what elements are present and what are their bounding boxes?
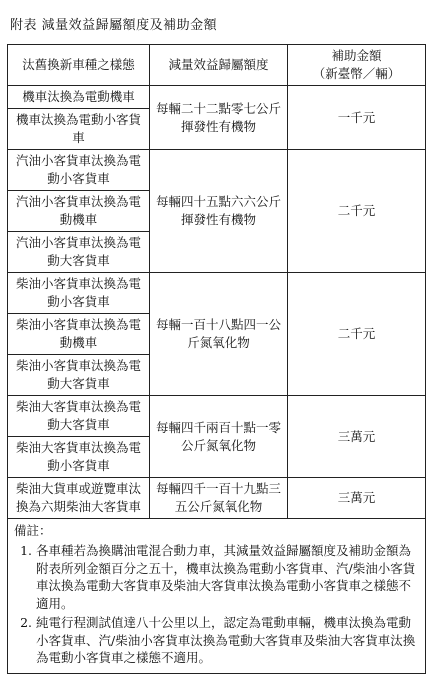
vehicle-type-cell: 機車汰換為電動小客貨車 xyxy=(8,109,150,150)
reduction-credit-cell: 每輛二十二點零七公斤揮發性有機物 xyxy=(150,86,288,150)
header-subsidy-label: 補助金額 xyxy=(331,48,382,63)
table-row xyxy=(8,150,426,191)
vehicle-type-cell: 柴油大貨車或遊覽車汰換為六期柴油大客貨車 xyxy=(8,478,150,519)
vehicle-type-cell: 柴油小客貨車汰換為電動機車 xyxy=(8,314,150,355)
page-title: 附表 減量效益歸屬額度及補助金額 xyxy=(10,18,218,33)
note-item-2: 2. 純電行程測試值達八十公里以上，認定為電動車輛，機車汰換為電動小客貨車、汽/柴油小客貨車汰換為電動大客貨車及柴油大客貨車汰換為電動小客貨車之樣態不適用。 xyxy=(36,614,419,667)
table-row xyxy=(8,86,426,109)
note-item-1: 1. 各車種若為換購油電混合動力車，其減量效益歸屬額度及補助金額為附表所列金額百分之五十，機車汰換為電動小客貨車、汽/柴油小客貨車汰換為電動大客貨車及柴油大客貨車汰換為電動小客貨車之樣態不適用。 xyxy=(36,542,419,612)
vehicle-type-cell: 柴油小客貨車汰換為電動小客貨車 xyxy=(8,273,150,314)
notes-label: 備註： xyxy=(14,523,52,538)
table-row xyxy=(8,478,426,519)
vehicle-type-cell: 汽油小客貨車汰換為電動大客貨車 xyxy=(8,232,150,273)
vehicle-type-cell: 柴油大客貨車汰換為電動小客貨車 xyxy=(8,437,150,478)
vehicle-type-cell: 機車汰換為電動機車 xyxy=(8,86,150,109)
header-subsidy-unit: （新臺幣／輛） xyxy=(312,66,401,81)
reduction-credit-cell: 每輛四千兩百十點一零公斤氮氧化物 xyxy=(150,396,288,478)
vehicle-type-cell: 汽油小客貨車汰換為電動機車 xyxy=(8,191,150,232)
subsidy-amount-cell: 一千元 xyxy=(288,86,426,150)
notes-row xyxy=(8,519,426,674)
table-body xyxy=(8,86,426,519)
notes-cell xyxy=(8,519,426,674)
table-row xyxy=(8,396,426,437)
vehicle-type-cell: 柴油小客貨車汰換為電動大客貨車 xyxy=(8,355,150,396)
vehicle-type-cell: 汽油小客貨車汰換為電動小客貨車 xyxy=(8,150,150,191)
header-vehicle-type: 汰舊換新車種之樣態 xyxy=(8,45,150,86)
notes-list xyxy=(14,542,419,667)
vehicle-type-cell: 柴油大客貨車汰換為電動大客貨車 xyxy=(8,396,150,437)
reduction-credit-cell: 每輛四千一百十九點三五公斤氮氧化物 xyxy=(150,478,288,519)
header-reduction-credit: 減量效益歸屬額度 xyxy=(150,45,288,86)
subsidy-table xyxy=(7,44,426,674)
subsidy-amount-cell: 二千元 xyxy=(288,273,426,396)
table-row xyxy=(8,273,426,314)
reduction-credit-cell: 每輛一百十八點四一公斤氮氧化物 xyxy=(150,273,288,396)
subsidy-amount-cell: 三萬元 xyxy=(288,478,426,519)
table-header-row xyxy=(8,45,426,86)
header-subsidy xyxy=(288,45,426,86)
subsidy-amount-cell: 二千元 xyxy=(288,150,426,273)
subsidy-amount-cell: 三萬元 xyxy=(288,396,426,478)
reduction-credit-cell: 每輛四十五點六六公斤揮發性有機物 xyxy=(150,150,288,273)
